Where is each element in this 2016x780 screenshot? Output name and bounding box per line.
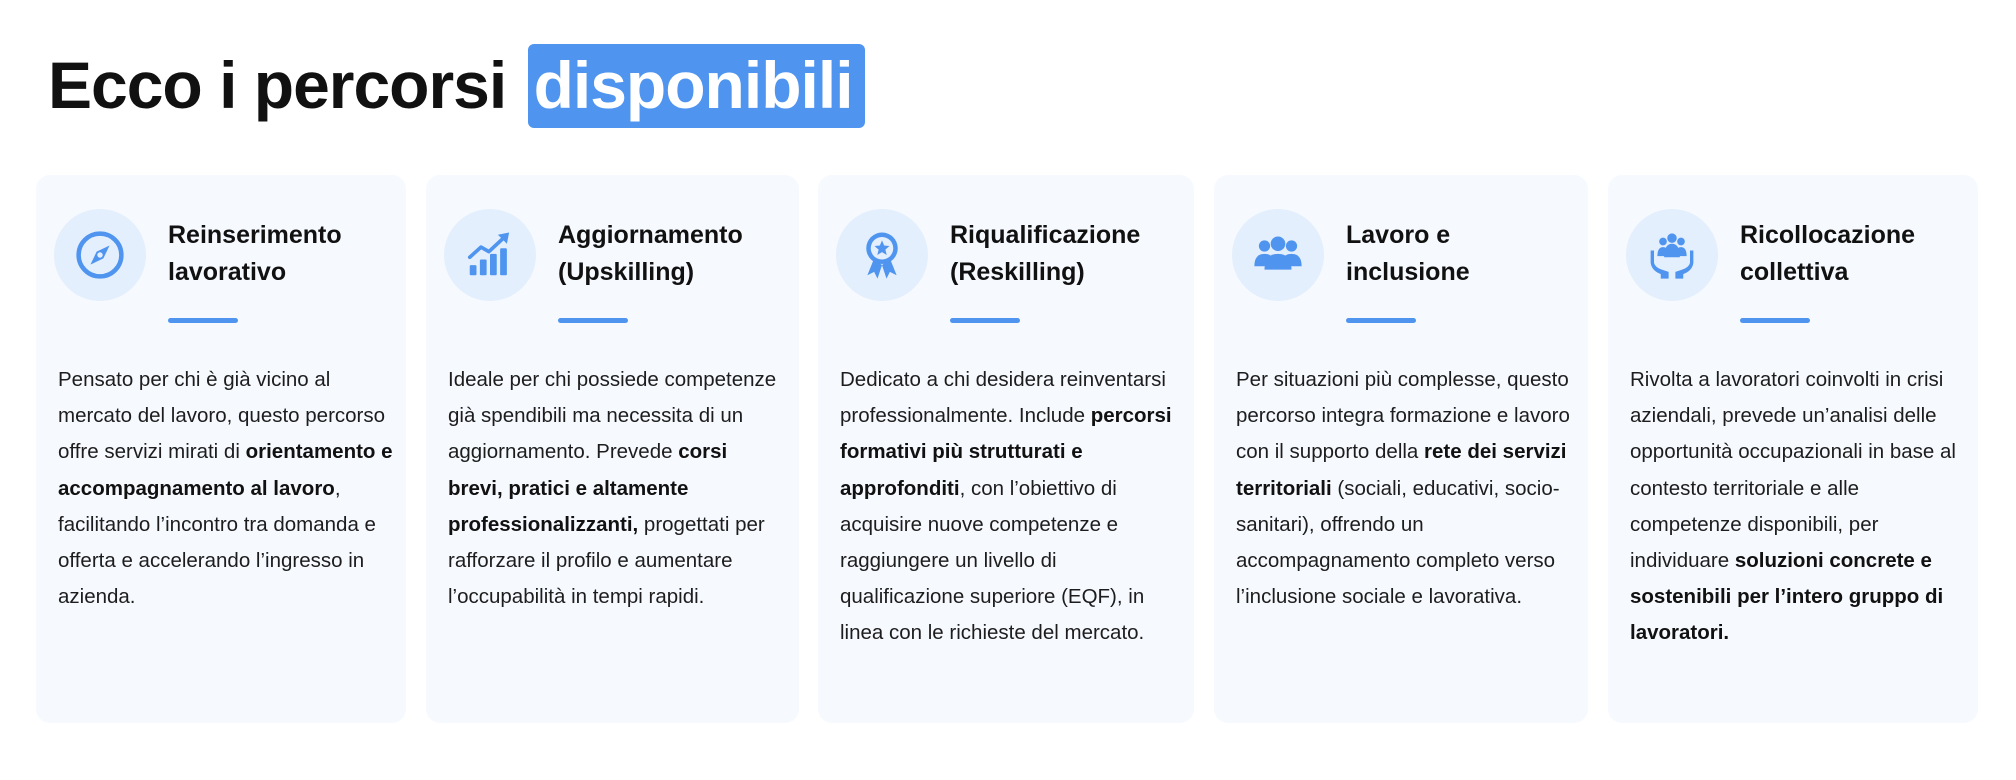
card-description [840,362,1175,652]
desc-text: , facilitando l’incontro tra domanda e offerta e accelerando l’ingresso in azienda. [58,476,376,609]
card-title: Aggiornamento (Upskilling) [558,221,743,286]
award-badge-icon [836,209,928,301]
card-title: Ricollocazione collettiva [1740,221,1916,286]
card-title: Riqualificazione (Reskilling) [950,221,1141,286]
desc-bold: soluzioni concrete e sostenibili per l’intero gruppo di lavoratori. [1630,549,1944,645]
desc-bold: corsi brevi, pratici e altamente professionalizzanti, [448,440,728,536]
card-lavoro-inclusione [1214,175,1588,723]
desc-text: (sociali, educativi, socio-sanitari), offrendo un accompagnamento completo verso l’inclusione sociale e lavorativa. [1236,476,1560,609]
accent-bar [1346,318,1416,323]
desc-bold: orientamento e accompagnamento al lavoro [58,440,393,500]
desc-text: Ideale per chi possiede competenze già spendibili ma necessita di un aggiornamento. Prevede [448,368,777,464]
card-description [1236,362,1571,615]
page-title [48,44,865,128]
desc-text: Pensato per chi è già vicino al mercato del lavoro, questo percorso offre servizi mirati di [58,368,386,464]
desc-text: Rivolta a lavoratori coinvolti in crisi aziendali, prevede un’analisi delle opportunità occupazionali in base al contesto territoriale e alle competenze disponibili, per individuare [1630,368,1956,573]
accent-bar [1740,318,1810,323]
accent-bar [558,318,628,323]
title-highlight: disponibili [528,44,865,128]
desc-text: Per situazioni più complesse, questo percorso integra formazione e lavoro con il supporto della [1236,368,1570,464]
card-title: Lavoro e inclusione [1346,221,1470,286]
desc-text: Dedicato a chi desidera reinventarsi professionalmente. Include [840,368,1166,428]
card-ricollocazione [1608,175,1978,723]
accent-bar [950,318,1020,323]
card-description [58,362,393,615]
desc-bold: rete dei servizi territoriali [1236,440,1567,500]
card-riqualificazione [818,175,1194,723]
desc-text: , con l’obiettivo di acquisire nuove competenze e raggiungere un livello di qualificazione superiore (EQF), in linea con le richieste del mercato. [840,476,1145,645]
people-group-icon [1232,209,1324,301]
card-description [1630,362,1965,652]
compass-icon [54,209,146,301]
card-reinserimento [36,175,406,723]
hands-people-icon [1626,209,1718,301]
card-title: Reinserimento lavorativo [168,221,342,286]
accent-bar [168,318,238,323]
growth-chart-icon [444,209,536,301]
card-description [448,362,783,615]
title-plain: Ecco i percorsi [48,48,507,122]
desc-bold: percorsi formativi più strutturati e approfonditi [840,404,1172,500]
card-aggiornamento [426,175,799,723]
desc-text: progettati per rafforzare il profilo e aumentare l’occupabilità in tempi rapidi. [448,512,765,609]
